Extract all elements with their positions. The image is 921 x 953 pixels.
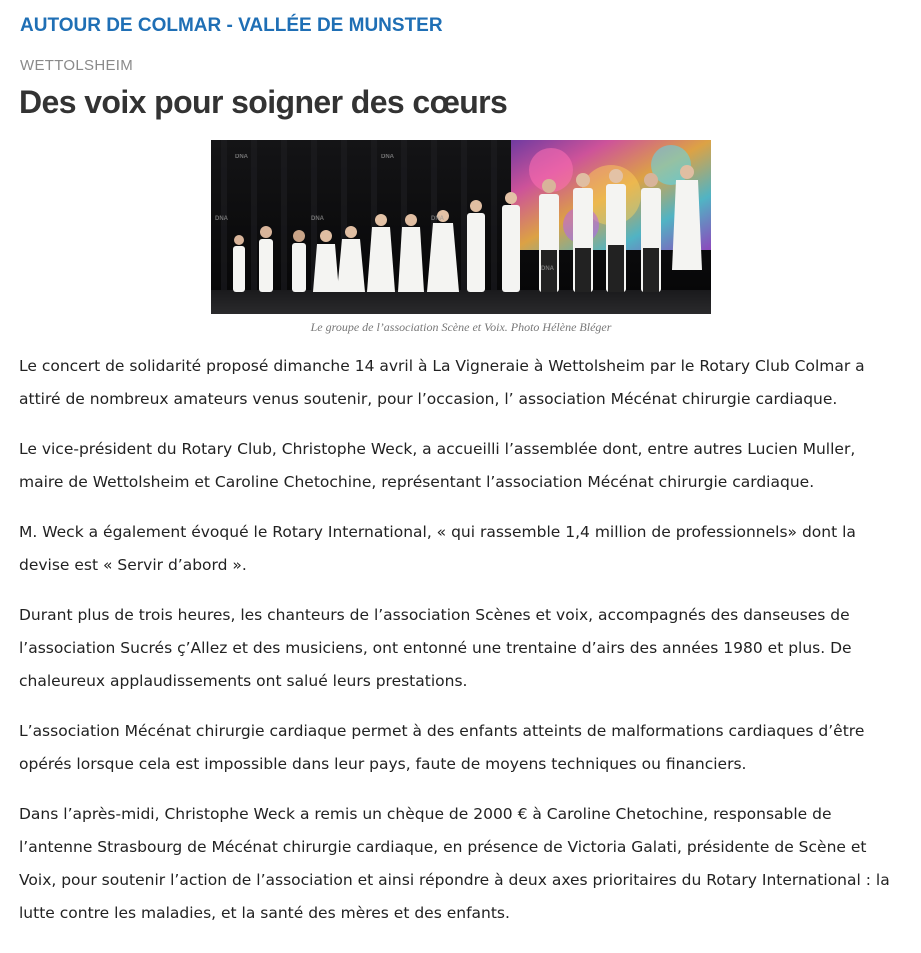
article-paragraph: Dans l’après-midi, Christophe Weck a remis un chèque de 2000 € à Caroline Chetochine, responsable de l’antenne Strasbourg de Mécénat chirurgie cardiaque, en présence de Victoria Galati, présidente de Scène et Voix, pour soutenir l’action de l’association et ainsi répondre à deux axes prioritaires du Rotary International : la lutte contre les maladies, et la santé des mères et des enfants.	[19, 805, 890, 922]
article-paragraph: M. Weck a également évoqué le Rotary International, « qui rassemble 1,4 million de professionnels» dont la devise est « Servir d’abord ».	[19, 523, 856, 574]
concert-photo-illustration	[211, 140, 711, 314]
article-paragraph: Le concert de solidarité proposé dimanche 14 avril à La Vigneraie à Wettolsheim par le Rotary Club Colmar a attiré de nombreux amateurs venus soutenir, pour l’occasion, l’ association Mécénat chirurgie cardiaque.	[19, 357, 865, 408]
article-photo	[211, 140, 711, 314]
locality-label: WETTOLSHEIM	[20, 57, 134, 74]
photo-caption: Le groupe de l’association Scène et Voix. Photo Hélène Bléger	[310, 320, 612, 334]
article-body	[19, 350, 891, 947]
article-paragraph: Le vice-président du Rotary Club, Christophe Weck, a accueilli l’assemblée dont, entre autres Lucien Muller, maire de Wettolsheim et Caroline Chetochine, représentant l’association Mécénat chirurgie cardiaque.	[19, 440, 856, 491]
article-headline: Des voix pour soigner des cœurs	[19, 84, 508, 120]
photo-watermark: DNA	[541, 266, 554, 272]
article-paragraph: L’association Mécénat chirurgie cardiaque permet à des enfants atteints de malformations cardiaques d’être opérés lorsque cela est impossible dans leur pays, faute de moyens techniques ou financiers.	[19, 722, 865, 773]
photo-watermark: DNA	[215, 216, 228, 222]
photo-watermark: DNA	[381, 154, 394, 160]
photo-watermark: DNA	[235, 154, 248, 160]
section-title[interactable]: AUTOUR DE COLMAR - VALLÉE DE MUNSTER	[20, 15, 443, 36]
photo-watermark: DNA	[431, 216, 444, 222]
photo-watermark: DNA	[311, 216, 324, 222]
article-paragraph: Durant plus de trois heures, les chanteurs de l’association Scènes et voix, accompagnés des danseuses de l’association Sucrés ç’Allez et des musiciens, ont entonné une trentaine d’airs des années 1980 et plus. De chaleureux applaudissements ont salué leurs prestations.	[19, 606, 852, 690]
